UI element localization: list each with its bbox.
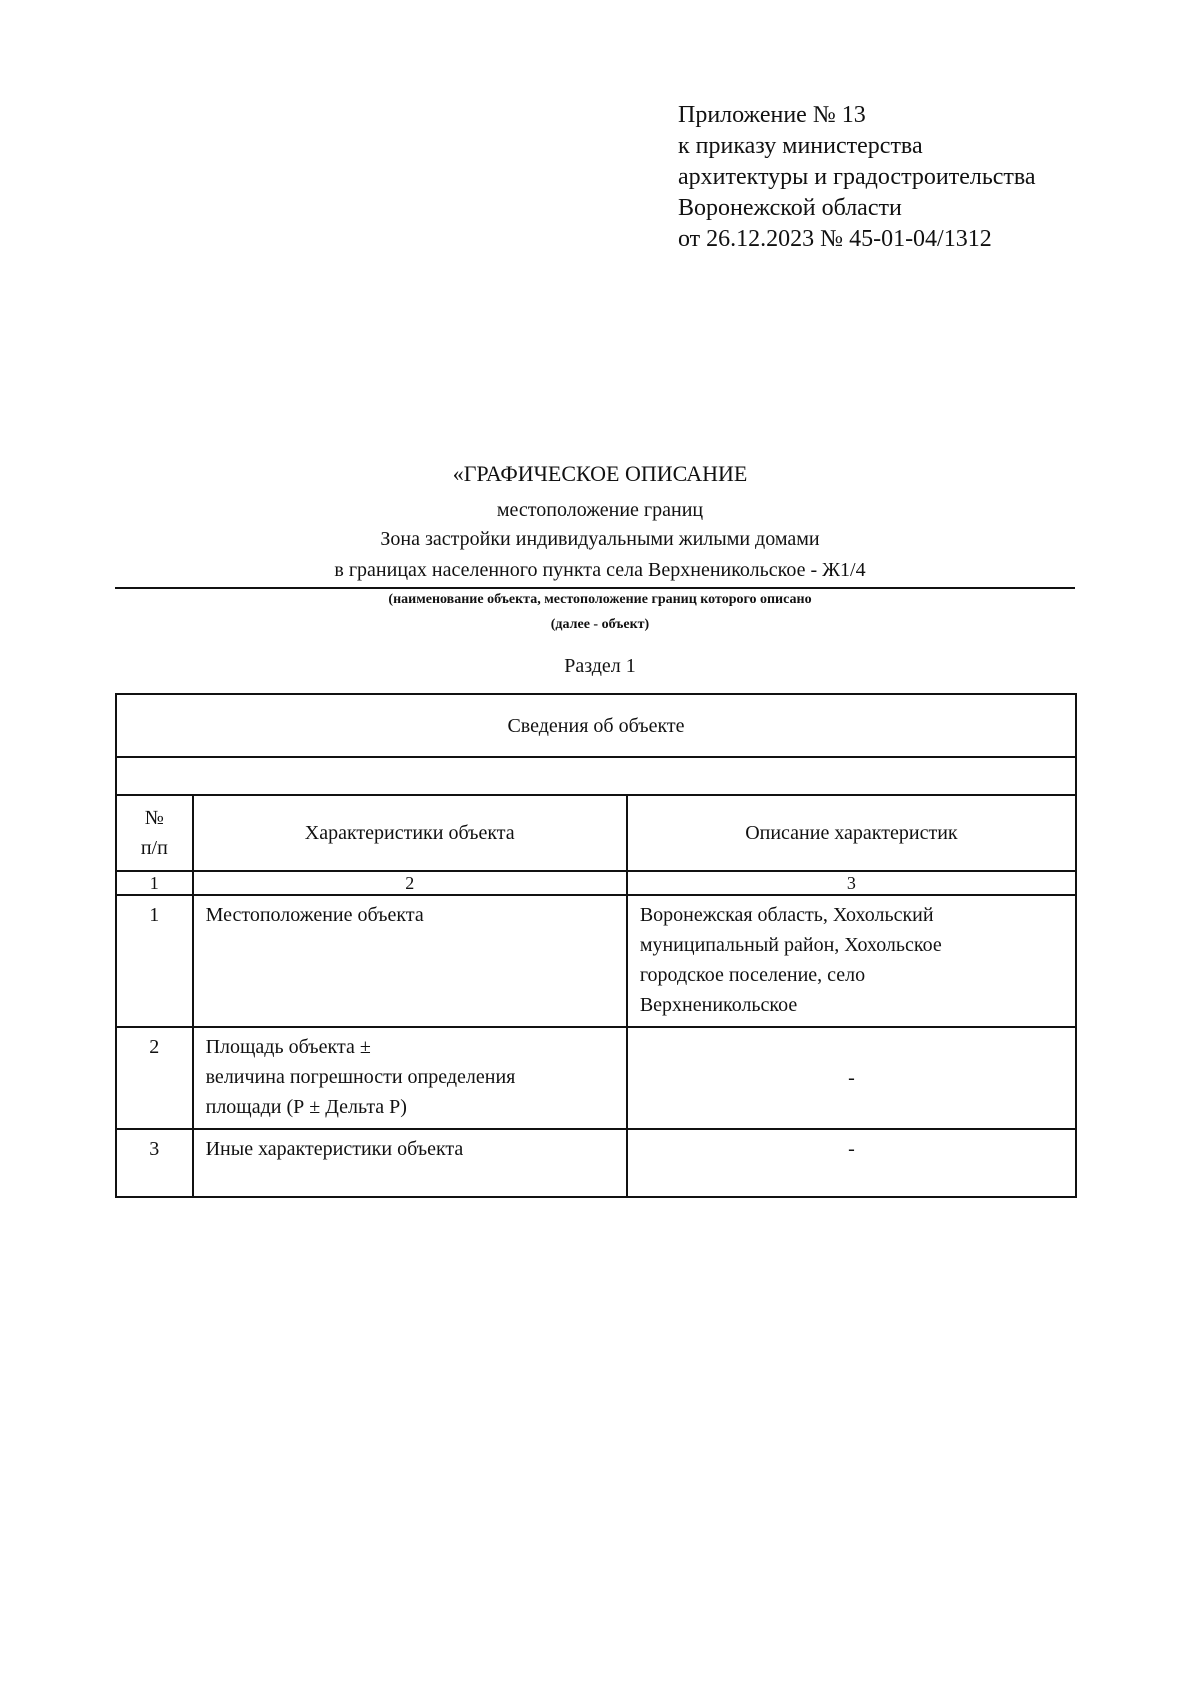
row-characteristic xyxy=(193,895,627,1027)
appendix-line: от 26.12.2023 № 45-01-04/1312 xyxy=(678,226,992,252)
appendix-line: архитектуры и градостроительства xyxy=(678,164,1036,190)
row-description: - xyxy=(627,1129,1076,1197)
row-number: 1 xyxy=(116,895,193,1027)
document-subtitle: в границах населенного пункта села Верхненикольское - Ж1/4 xyxy=(334,559,866,581)
appendix-line: к приказу министерства xyxy=(678,133,923,159)
blank-row xyxy=(116,757,1076,795)
cell-line: величина погрешности определения xyxy=(205,1066,516,1088)
cell-line: Иные характеристики объекта xyxy=(205,1138,464,1160)
col-number: 3 xyxy=(627,871,1076,895)
table-row xyxy=(116,1027,1076,1129)
cell-line: Местоположение объекта xyxy=(205,904,424,926)
appendix-line: Воронежской области xyxy=(678,195,902,221)
col-number: 1 xyxy=(116,871,193,895)
cell-line: муниципальный район, Хохольское xyxy=(639,934,942,956)
document-subtitle: местоположение границ xyxy=(496,499,704,521)
row-number: 3 xyxy=(116,1129,193,1197)
appendix-block xyxy=(678,100,1036,255)
cell-line: Площадь объекта ± xyxy=(205,1036,371,1058)
col-header-number-line xyxy=(117,803,192,863)
row-characteristic xyxy=(193,1129,627,1197)
table-row xyxy=(116,895,1076,1027)
table-header: Сведения об объекте xyxy=(116,694,1076,757)
col-header-description: Описание характеристик xyxy=(627,795,1076,871)
object-caption: (далее - объект) xyxy=(550,617,650,632)
col-number: 2 xyxy=(193,871,627,895)
col-header-number xyxy=(116,795,193,871)
cell-line: Верхненикольское xyxy=(639,994,798,1016)
title-underline xyxy=(115,587,1075,589)
row-description: - xyxy=(627,1027,1076,1129)
appendix-line: Приложение № 13 xyxy=(678,102,866,128)
object-info-table xyxy=(115,693,1077,1198)
section-label: Раздел 1 xyxy=(564,655,636,677)
object-caption: (наименование объекта, местоположение границ которого описано xyxy=(388,592,812,607)
row-number: 2 xyxy=(116,1027,193,1129)
cell-line: городское поселение, село xyxy=(639,964,866,986)
cell-line: Воронежская область, Хохольский xyxy=(639,904,934,926)
col-header-number-part: № xyxy=(144,807,164,829)
document-subtitle: Зона застройки индивидуальными жилыми домами xyxy=(380,528,820,550)
col-header-characteristic: Характеристики объекта xyxy=(193,795,627,871)
col-header-number-part: п/п xyxy=(140,837,168,859)
row-description xyxy=(627,895,1076,1027)
row-characteristic xyxy=(193,1027,627,1129)
table-row xyxy=(116,1129,1076,1197)
cell-line: площади (Р ± Дельта Р) xyxy=(205,1096,407,1118)
document-title: «ГРАФИЧЕСКОЕ ОПИСАНИЕ xyxy=(452,461,748,486)
